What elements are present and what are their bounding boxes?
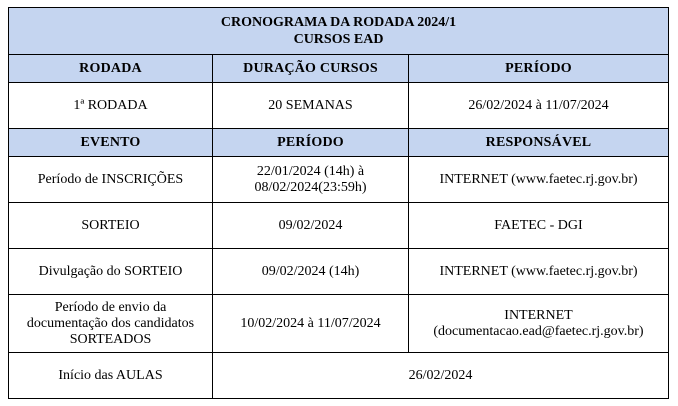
header-duracao-cursos: DURAÇÃO CURSOS — [213, 55, 409, 83]
table-title — [9, 8, 669, 55]
title-line-1: CRONOGRAMA DA RODADA 2024/1 — [220, 15, 457, 30]
round-period: 26/02/2024 à 11/07/2024 — [409, 83, 669, 129]
round-name: 1ª RODADA — [9, 83, 213, 129]
header-periodo-evento: PERÍODO — [213, 129, 409, 157]
event-responsible: INTERNET (www.faetec.rj.gov.br) — [409, 157, 669, 203]
classes-start-label: Início das AULAS — [9, 353, 213, 399]
title-row — [9, 8, 669, 55]
schedule-table — [8, 7, 669, 399]
event-name: Divulgação do SORTEIO — [9, 249, 213, 295]
table-row — [9, 157, 669, 203]
table-row — [9, 295, 669, 353]
event-name: Período de envio da documentação dos candidatos SORTEADOS — [9, 295, 213, 353]
event-period: 22/01/2024 (14h) à 08/02/2024(23:59h) — [213, 157, 409, 203]
header-evento: EVENTO — [9, 129, 213, 157]
event-name: SORTEIO — [9, 203, 213, 249]
header-rodada: RODADA — [9, 55, 213, 83]
table-row — [9, 203, 669, 249]
header-responsavel: RESPONSÁVEL — [409, 129, 669, 157]
event-name: Período de INSCRIÇÕES — [9, 157, 213, 203]
event-period: 10/02/2024 à 11/07/2024 — [213, 295, 409, 353]
event-header-row — [9, 129, 669, 157]
header-periodo: PERÍODO — [409, 55, 669, 83]
event-period: 09/02/2024 — [213, 203, 409, 249]
event-responsible: INTERNET (documentacao.ead@faetec.rj.gov.br) — [409, 295, 669, 353]
title-line-2: CURSOS EAD — [293, 32, 384, 47]
table-row — [9, 249, 669, 295]
classes-start-row — [9, 353, 669, 399]
classes-start-date: 26/02/2024 — [213, 353, 669, 399]
round-row — [9, 83, 669, 129]
event-period: 09/02/2024 (14h) — [213, 249, 409, 295]
event-responsible: INTERNET (www.faetec.rj.gov.br) — [409, 249, 669, 295]
round-duration: 20 SEMANAS — [213, 83, 409, 129]
event-responsible: FAETEC - DGI — [409, 203, 669, 249]
round-header-row — [9, 55, 669, 83]
